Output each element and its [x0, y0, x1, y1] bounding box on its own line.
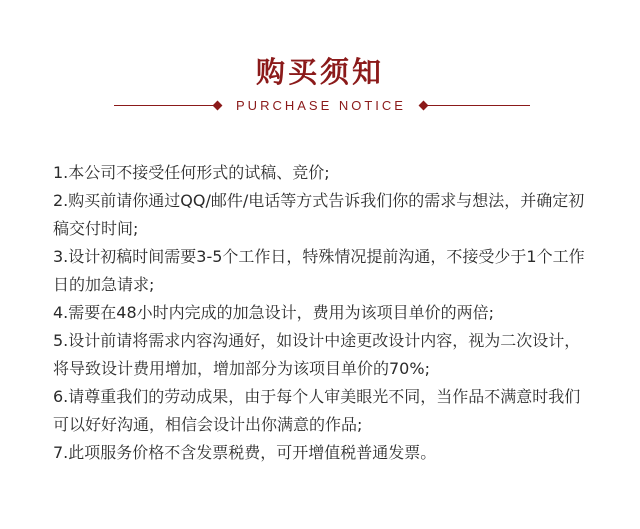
notice-item-3: 3.设计初稿时间需要3-5个工作日，特殊情况提前沟通，不接受少于1个工作日的加急请求; [53, 247, 585, 294]
subtitle-divider [0, 96, 640, 116]
divider-line-left [114, 105, 218, 106]
page-title: 购买须知 [255, 55, 384, 89]
page-subtitle: PURCHASE NOTICE [236, 98, 406, 113]
notice-item-1: 1.本公司不接受任何形式的试稿、竞价; [53, 163, 330, 182]
notice-item-7: 7.此项服务价格不含发票税费，可开增值税普通发票。 [53, 443, 437, 462]
notice-header [0, 52, 640, 92]
notice-item-5: 5.设计前请将需求内容沟通好，如设计中途更改设计内容，视为二次设计，将导致设计费用增加，增加部分为该项目单价的70%; [53, 331, 581, 378]
divider-line-right [426, 105, 530, 106]
notice-item-6: 6.请尊重我们的劳动成果，由于每个人审美眼光不同，当作品不满意时我们可以好好沟通，相信会设计出你满意的作品; [53, 387, 581, 434]
notice-item-2: 2.购买前请你通过QQ/邮件/电话等方式告诉我们你的需求与想法，并确定初稿交付时间; [53, 191, 585, 238]
diamond-left-icon [213, 101, 223, 111]
notice-list [53, 159, 593, 467]
notice-item-4: 4.需要在48小时内完成的加急设计，费用为该项目单价的两倍; [53, 303, 495, 322]
